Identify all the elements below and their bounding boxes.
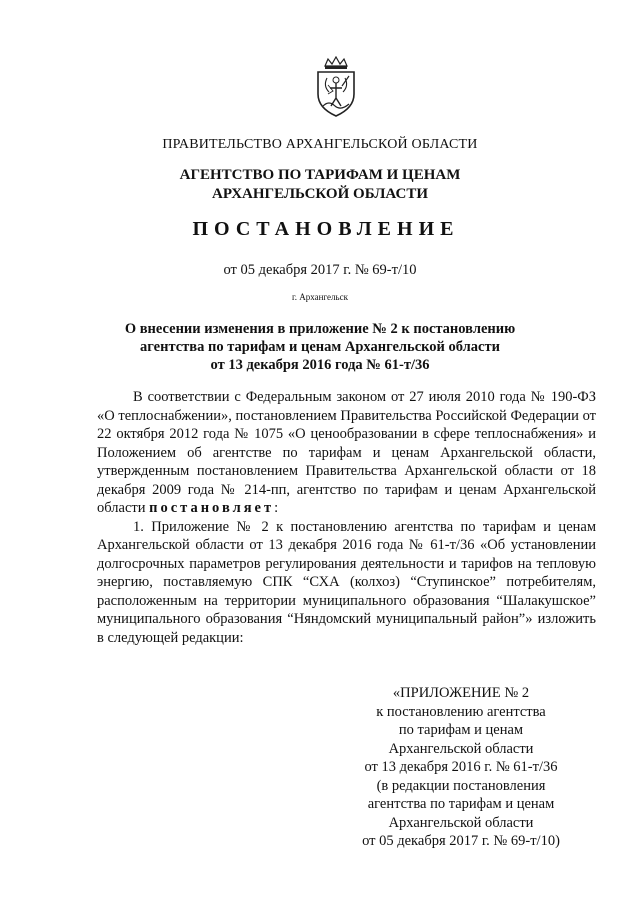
decree-keyword: постановляет [149,500,275,516]
government-name: ПРАВИТЕЛЬСТВО АРХАНГЕЛЬСКОЙ ОБЛАСТИ [162,137,478,152]
subject-line-1: О внесении изменения в приложение № 2 к постановлению [124,321,516,337]
document-subject [0,320,640,374]
agency-name [0,166,640,204]
document-city: г. Архангельск [292,292,348,302]
subject-line-2: агентства по тарифам и ценам Архангельской области [140,339,500,355]
document-type-title: ПОСТАНОВЛЕНИЕ [192,218,460,240]
document-date-number: от 05 декабря 2017 г. № 69-т/10 [223,262,417,278]
appendix-block [346,684,576,851]
coat-of-arms-icon [313,56,359,118]
agency-name-line-2: АРХАНГЕЛЬСКОЙ ОБЛАСТИ [212,186,428,202]
subject-line-3: от 13 декабря 2016 года № 61-т/36 [210,357,430,373]
clause-1-paragraph: 1. Приложение № 2 к постановлению агентства по тарифам и ценам Архангельской области от 13 декабря 2016 года № 61-т/36 «Об установлении долгосрочных параметров регулирования деятельности и тарифов на тепловую энергию, поставляемую СПК “СХА (колхоз) “Ступинское” потребителям, расположенным на территории муниципального образования “Шалакушское” муниципального образования “Няндомский муниципальный район”» изложить в следующей редакции: [97,518,596,646]
appendix-line: Архангельской области [388,740,534,757]
appendix-line: агентства по тарифам и ценам [367,796,555,812]
preamble-paragraph [97,388,596,518]
preamble-text: В соответствии с Федеральным законом от 27 июля 2010 года № 190-ФЗ «О теплоснабжении», постановлением Правительства Российской Федерации от 22 октября 2012 года № 1075 «О ценообразовании в сфере теплоснабжения» и Положением об агентстве по тарифам и ценам Архангельской области, утвержденным постановлением Правительства Архангельской области от 18 декабря 2009 года № 214-пп, агентство по тарифам и ценам Архангельской области [97,389,596,516]
preamble-end: : [274,500,279,516]
appendix-line: к постановлению агентства [376,703,546,720]
agency-name-line-1: АГЕНТСТВО ПО ТАРИФАМ И ЦЕНАМ [179,167,461,183]
document-body [97,388,596,647]
appendix-line: от 05 декабря 2017 г. № 69-т/10) [362,833,560,849]
appendix-line: «ПРИЛОЖЕНИЕ № 2 [392,685,530,701]
appendix-line: от 13 декабря 2016 г. № 61-т/36 [364,759,558,775]
appendix-line: по тарифам и ценам [398,722,524,738]
appendix-line: Архангельской области [388,814,534,831]
appendix-line: (в редакции постановления [376,777,546,794]
